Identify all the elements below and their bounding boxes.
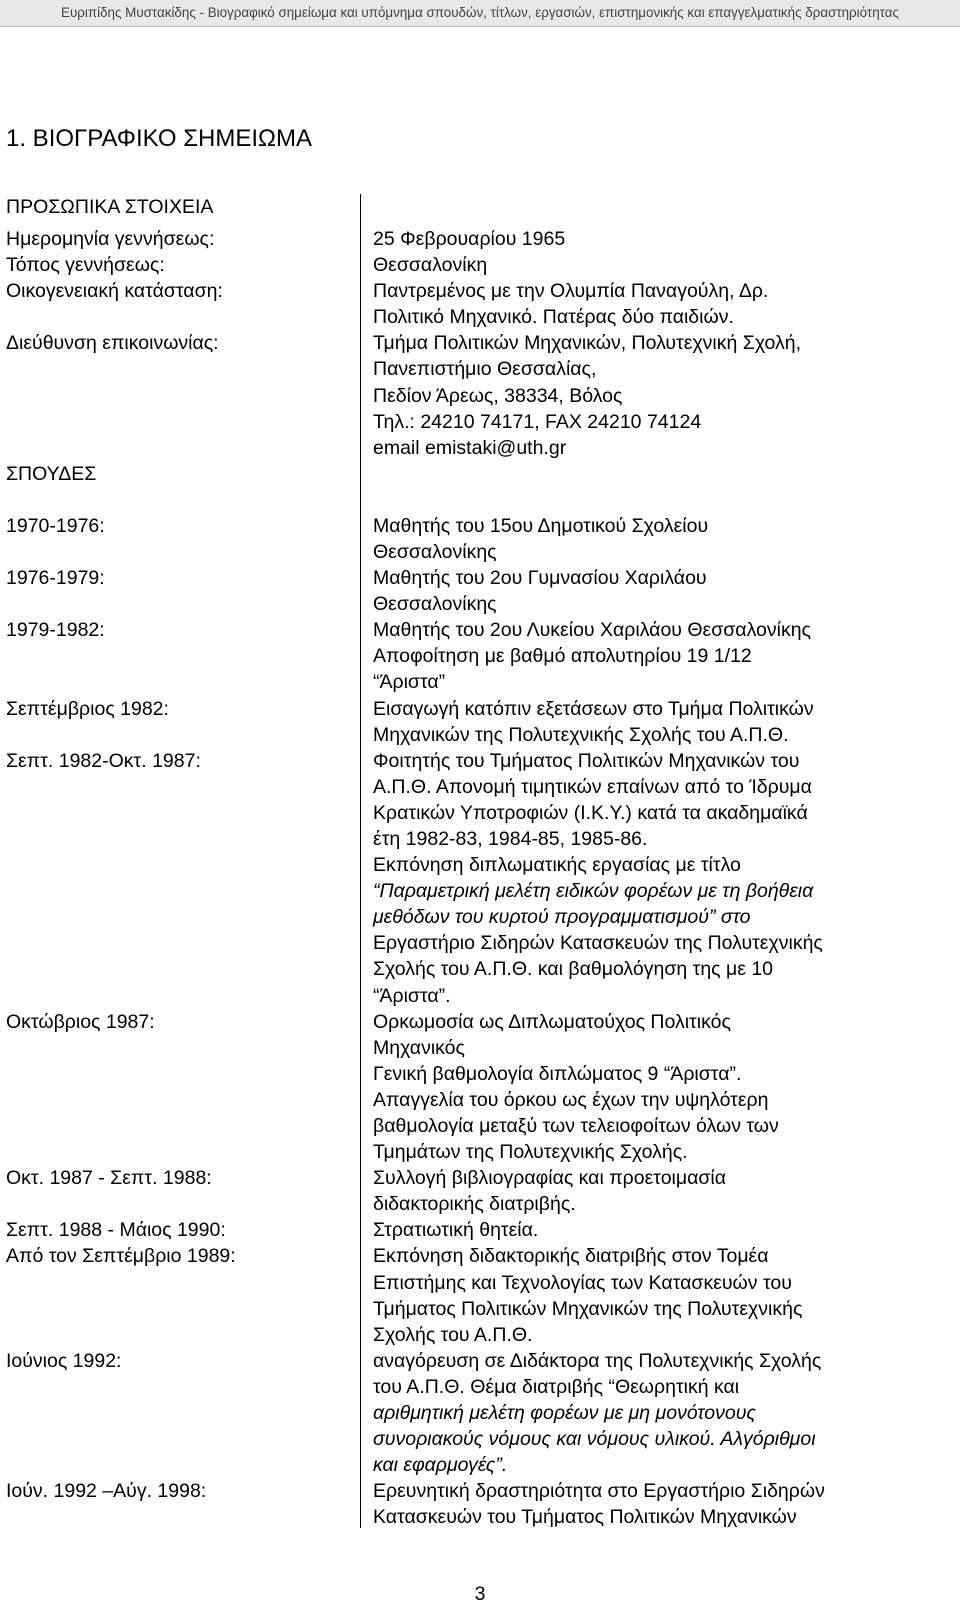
row-label: 1970-1976:: [6, 514, 105, 537]
value-line: Κρατικών Υποτροφιών (Ι.Κ.Υ.) κατά τα ακαδημαϊκά: [373, 801, 808, 824]
value-line: Φοιτητής του Τμήματος Πολιτικών Μηχανικών του: [373, 749, 800, 772]
cv-row: [6, 748, 956, 1009]
value-line: Επιστήμης και Τεχνολογίας των Κατασκευών του: [373, 1271, 792, 1294]
value-line: μεθόδων του κυρτού προγραμματισμού” στο: [373, 906, 751, 929]
value-line: Γενική βαθμολογία διπλώματος 9 “Άριστα”.: [373, 1062, 742, 1085]
value-line: 25 Φεβρουαρίου 1965: [373, 228, 566, 250]
cv-row: [6, 278, 956, 330]
value-line: έτη 1982-83, 1984-85, 1985-86.: [373, 827, 648, 850]
personal-rows: [6, 226, 956, 461]
row-label: Ιούν. 1992 –Αύγ. 1998:: [6, 1480, 207, 1503]
value-line: Θεσσαλονίκης: [373, 540, 497, 563]
row-label: Σεπτ. 1988 - Μάιος 1990:: [6, 1219, 226, 1242]
row-label: Τόπος γεννήσεως:: [6, 254, 165, 277]
value-line: Πεδίον Άρεως, 38334, Βόλος: [373, 384, 623, 407]
row-label: 1976-1979:: [6, 567, 105, 590]
cv-row: [6, 565, 956, 617]
cv-row: [6, 1348, 956, 1478]
studies-heading: ΣΠΟΥΔΕΣ: [6, 462, 97, 485]
studies-rows: [6, 513, 956, 1531]
value-line: Τμήματος Πολιτικών Μηχανικών της Πολυτεχνικής: [373, 1297, 803, 1320]
cv-row: [6, 1478, 956, 1530]
row-value: [373, 226, 913, 252]
personal-heading: ΠΡΟΣΩΠΙΚΑ ΣΤΟΙΧΕΙΑ: [6, 196, 214, 218]
row-label: Ημερομηνία γεννήσεως:: [6, 228, 215, 250]
cv-row: [6, 1009, 956, 1166]
value-line: Κατασκευών του Τμήματος Πολιτικών Μηχανικών: [373, 1506, 797, 1529]
value-line: Εκπόνηση διδακτορικής διατριβής στον Τομέα: [373, 1245, 769, 1268]
row-value: [373, 252, 913, 278]
row-value: [373, 513, 913, 565]
value-line: Εισαγωγή κατόπιν εξετάσεων στο Τμήμα Πολιτικών: [373, 697, 814, 720]
value-line: Σχολής του Α.Π.Θ. και βαθμολόγηση της με 10: [373, 958, 774, 981]
row-label: 1979-1982:: [6, 619, 105, 642]
row-value: [373, 565, 913, 617]
value-line: Τμήμα Πολιτικών Μηχανικών, Πολυτεχνική Σχολή,: [373, 332, 802, 355]
value-line: και εφαρμογές”.: [373, 1454, 508, 1477]
section-gap: [6, 461, 956, 513]
row-value: [373, 278, 913, 330]
value-line: Ερευνητική δραστηριότητα στο Εργαστήριο Σιδηρών: [373, 1480, 825, 1503]
row-value: [373, 617, 913, 695]
value-line: αναγόρευση σε Διδάκτορα της Πολυτεχνικής Σχολής: [373, 1349, 822, 1372]
value-line: Μηχανικών της Πολυτεχνικής Σχολής του Α.Π.Θ.: [373, 723, 789, 746]
value-line: Ορκωμοσία ως Διπλωματούχος Πολιτικός: [373, 1010, 731, 1033]
row-value: [373, 1009, 913, 1166]
row-value: [373, 1243, 913, 1347]
section-title: 1. ΒΙΟΓΡΑΦΙΚΟ ΣΗΜΕΙΩΜΑ: [6, 125, 312, 152]
cv-row: [6, 1217, 956, 1243]
value-line: Μαθητής του 2ου Λυκείου Χαριλάου Θεσσαλονίκης: [373, 619, 811, 642]
value-line: “Άριστα”.: [373, 984, 451, 1007]
value-line: Μαθητής του 2ου Γυμνασίου Χαριλάου: [373, 567, 707, 590]
row-label: Σεπτέμβριος 1982:: [6, 697, 169, 720]
value-line: email emistaki@uth.gr: [373, 436, 567, 459]
value-line: Παντρεμένος με την Ολυμπία Παναγούλη, Δρ.: [373, 280, 769, 303]
value-line: Αποφοίτηση με βαθμό απολυτηρίου 19 1/12: [373, 645, 752, 668]
row-value: [373, 748, 913, 1009]
cv-row: [6, 252, 956, 278]
cv-row: [6, 1243, 956, 1347]
row-label: Οκτώβριος 1987:: [6, 1010, 155, 1033]
cv-row: [6, 617, 956, 695]
row-label: Από τον Σεπτέμβριο 1989:: [6, 1245, 236, 1268]
cv-row: [6, 696, 956, 748]
cv-row: [6, 513, 956, 565]
row-label: Οκτ. 1987 - Σεπτ. 1988:: [6, 1167, 212, 1190]
row-label: Ιούνιος 1992:: [6, 1349, 122, 1372]
row-value: [373, 1165, 913, 1217]
value-line: “Άριστα”: [373, 671, 446, 694]
value-line: Μαθητής του 15ου Δημοτικού Σχολείου: [373, 514, 709, 537]
value-line: Μηχανικός: [373, 1036, 465, 1059]
value-line: “Παραμετρική μελέτη ειδικών φορέων με τη βοήθεια: [373, 880, 814, 903]
row-value: [373, 1478, 913, 1530]
value-line: διδακτορικής διατριβής.: [373, 1193, 576, 1216]
row-label: Οικογενειακή κατάσταση:: [6, 280, 223, 303]
row-value: [373, 330, 913, 460]
row-label: Διεύθυνση επικοινωνίας:: [6, 332, 219, 355]
cv-row: [6, 1165, 956, 1217]
cv-table: [6, 226, 956, 1531]
value-line: Απαγγελία του όρκου ως έχων την υψηλότερη: [373, 1088, 769, 1111]
page-number: 3: [474, 1583, 486, 1605]
row-value: [373, 696, 913, 748]
value-line: Εκπόνηση διπλωματικής εργασίας με τίτλο: [373, 854, 741, 877]
value-line: βαθμολογία μεταξύ των τελειοφοίτων όλων των: [373, 1115, 779, 1137]
row-value: [373, 1348, 913, 1478]
value-line: Πανεπιστήμιο Θεσσαλίας,: [373, 358, 597, 381]
value-line: Τηλ.: 24210 74171, FAX 24210 74124: [373, 410, 702, 433]
value-line: Α.Π.Θ. Απονομή τιμητικών επαίνων από το Ίδρυμα: [373, 775, 812, 798]
cv-row: [6, 226, 956, 252]
value-line: Πολιτικό Μηχανικό. Πατέρας δύο παιδιών.: [373, 306, 734, 329]
value-line: Σχολής του Α.Π.Θ.: [373, 1323, 533, 1346]
value-line: Συλλογή βιβλιογραφίας και προετοιμασία: [373, 1167, 727, 1190]
value-line: Στρατιωτική θητεία.: [373, 1219, 539, 1242]
value-line: Τμημάτων της Πολυτεχνικής Σχολής.: [373, 1141, 688, 1164]
value-line: συνοριακούς νόμους και νόμους υλικού. Αλγόριθμοι: [373, 1428, 816, 1451]
value-line: του Α.Π.Θ. Θέμα διατριβής “Θεωρητική και: [373, 1375, 740, 1398]
value-line: Θεσσαλονίκης: [373, 593, 497, 616]
cv-row: [6, 330, 956, 460]
value-line: αριθμητική μελέτη φορέων με μη μονότονους: [373, 1402, 756, 1425]
value-line: Θεσσαλονίκη: [373, 254, 488, 277]
row-label: Σεπτ. 1982-Οκτ. 1987:: [6, 749, 201, 772]
value-line: Εργαστήριο Σιδηρών Κατασκευών της Πολυτεχνικής: [373, 932, 823, 955]
running-header: Ευριπίδης Μυστακίδης - Βιογραφικό σημείωμα και υπόμνημα σπουδών, τίτλων, εργασιών, επιστημονικής και επαγγελματικής δραστηριότητας: [0, 0, 960, 27]
row-value: [373, 1217, 913, 1243]
